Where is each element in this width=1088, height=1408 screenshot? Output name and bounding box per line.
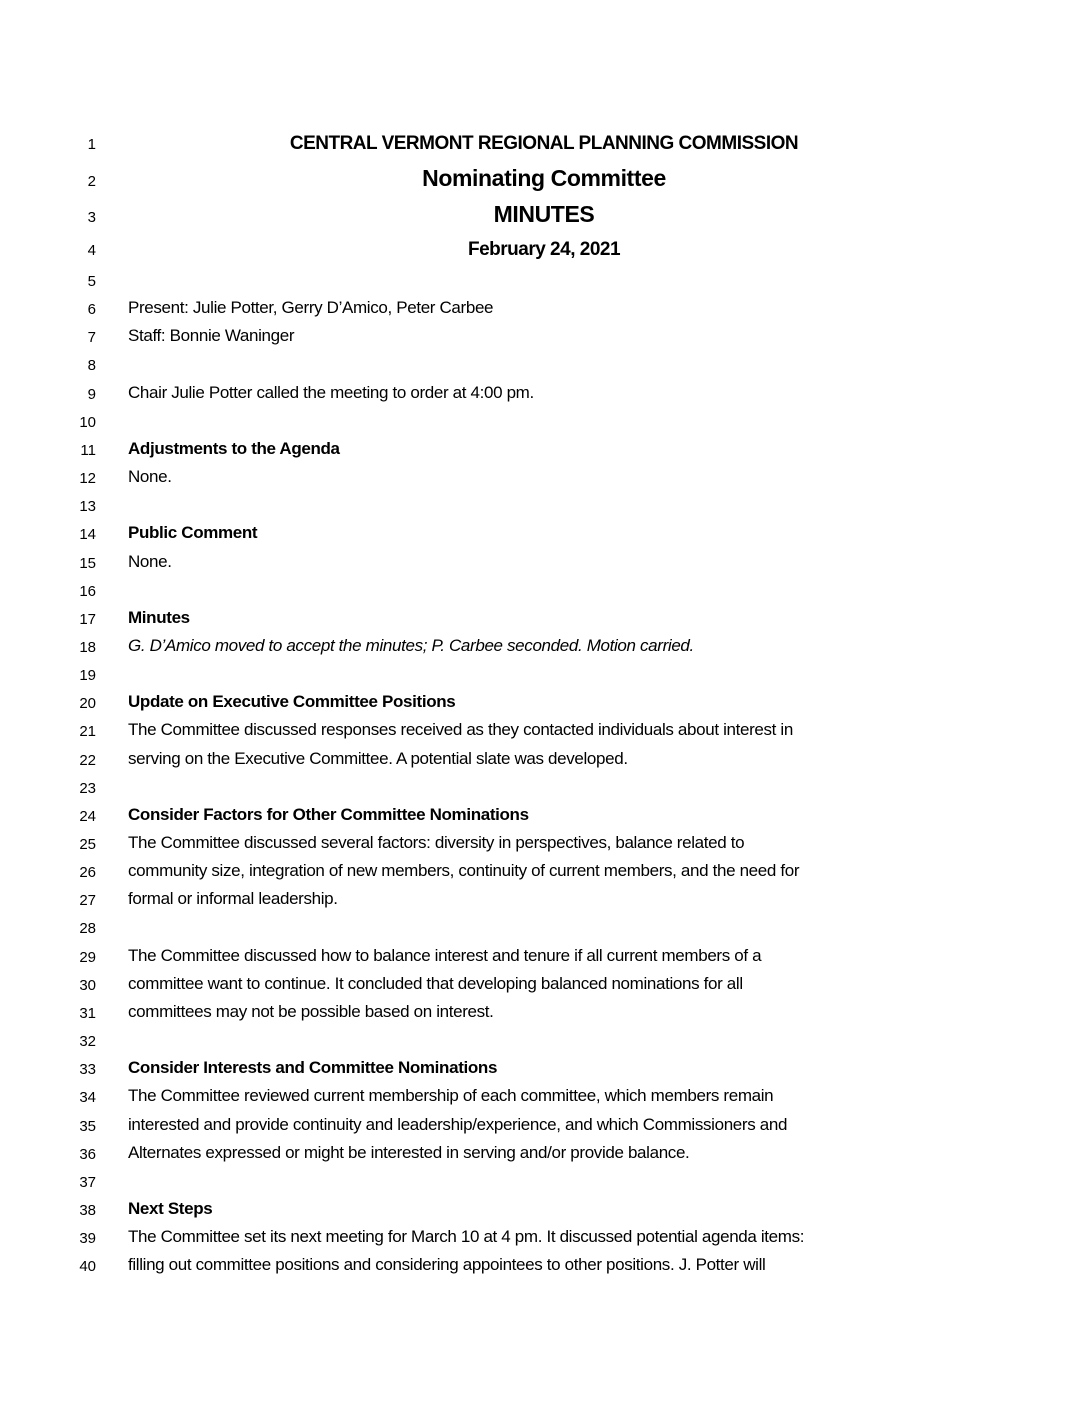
document-line — [0, 861, 1088, 889]
document-line — [0, 1143, 1088, 1171]
line-number: 24 — [79, 807, 96, 825]
line-number: 3 — [87, 209, 96, 226]
document-line — [0, 1115, 1088, 1143]
section-heading: Consider Interests and Committee Nominations — [128, 1058, 498, 1078]
document-line — [0, 664, 1088, 692]
document-line — [0, 383, 1088, 411]
document-line — [0, 1058, 1088, 1086]
line-number: 27 — [79, 892, 96, 910]
document-line — [0, 749, 1088, 777]
body-text: Present: Julie Potter, Gerry D’Amico, Peter Carbee — [128, 298, 494, 318]
body-text: filling out committee positions and considering appointees to other positions. J. Potter will — [128, 1255, 766, 1275]
document-line — [0, 636, 1088, 664]
body-text: The Committee set its next meeting for March 10 at 4 pm. It discussed potential agenda items: — [128, 1227, 805, 1247]
line-number: 22 — [79, 751, 96, 769]
line-number: 26 — [79, 864, 96, 882]
document-line — [0, 1002, 1088, 1030]
document-line — [0, 720, 1088, 748]
line-number: 17 — [79, 610, 96, 628]
document-line — [0, 298, 1088, 326]
document-line — [0, 167, 1088, 195]
document-line — [0, 270, 1088, 298]
line-number: 19 — [79, 667, 96, 685]
body-text: community size, integration of new members, continuity of current members, and the need for — [128, 861, 800, 881]
document-line — [0, 354, 1088, 382]
document-line — [0, 411, 1088, 439]
line-number: 10 — [79, 413, 96, 431]
document-line — [0, 1199, 1088, 1227]
document-line — [0, 326, 1088, 354]
line-number: 39 — [79, 1230, 96, 1248]
line-number: 6 — [87, 301, 96, 319]
document-line — [0, 1086, 1088, 1114]
line-number: 12 — [79, 470, 96, 488]
document-line — [0, 889, 1088, 917]
document-type-title: MINUTES — [493, 201, 595, 227]
committee-title: Nominating Committee — [422, 165, 666, 191]
body-text: interested and provide continuity and leadership/experience, and which Commissioners and — [128, 1114, 788, 1134]
line-number: 4 — [87, 242, 96, 259]
line-number: 25 — [79, 836, 96, 853]
line-number: 2 — [87, 173, 96, 190]
line-number: 21 — [79, 723, 96, 741]
line-number: 35 — [79, 1117, 96, 1135]
organization-title: CENTRAL VERMONT REGIONAL PLANNING COMMISSION — [289, 133, 799, 154]
line-number: 36 — [79, 1145, 96, 1163]
line-number: 38 — [79, 1201, 96, 1219]
document-line — [0, 133, 1088, 161]
document-line — [0, 974, 1088, 1002]
line-number: 29 — [79, 948, 96, 966]
document-line — [0, 203, 1088, 231]
document-line — [0, 1227, 1088, 1255]
line-number: 7 — [87, 329, 96, 347]
document-line — [0, 467, 1088, 495]
section-heading: Public Comment — [128, 523, 258, 543]
body-text: The Committee discussed responses received as they contacted individuals about interest in — [128, 720, 793, 740]
line-number: 18 — [79, 638, 96, 656]
line-number: 40 — [79, 1258, 96, 1276]
section-heading: Minutes — [128, 607, 190, 627]
line-number: 34 — [79, 1089, 96, 1107]
line-number: 28 — [79, 920, 96, 938]
document-line — [0, 552, 1088, 580]
document-line — [0, 833, 1088, 861]
body-text: committees may not be possible based on interest. — [128, 1001, 494, 1021]
line-number: 32 — [79, 1033, 96, 1051]
document-line — [0, 777, 1088, 805]
document-line — [0, 523, 1088, 551]
document-line — [0, 1030, 1088, 1058]
body-text: serving on the Executive Committee. A potential slate was developed. — [128, 748, 628, 768]
line-number: 8 — [87, 357, 96, 375]
section-heading: Update on Executive Committee Positions — [128, 692, 456, 712]
body-text: formal or informal leadership. — [128, 889, 338, 909]
line-number: 11 — [80, 441, 96, 459]
body-text: Staff: Bonnie Waninger — [128, 326, 295, 346]
document-line — [0, 692, 1088, 720]
document-line — [0, 946, 1088, 974]
document-line — [0, 580, 1088, 608]
body-text: The Committee reviewed current membership of each committee, which members remain — [128, 1086, 774, 1106]
document-line — [0, 439, 1088, 467]
line-number: 15 — [79, 554, 96, 572]
line-number: 13 — [79, 498, 96, 516]
body-text: Chair Julie Potter called the meeting to order at 4:00 pm. — [128, 382, 534, 402]
document-line — [0, 495, 1088, 523]
meeting-date: February 24, 2021 — [467, 239, 621, 260]
line-number: 37 — [79, 1173, 96, 1191]
document-line — [0, 1171, 1088, 1199]
document-line — [0, 805, 1088, 833]
body-text: committee want to continue. It concluded that developing balanced nominations for all — [128, 973, 743, 993]
line-number: 31 — [79, 1004, 96, 1022]
line-number: 33 — [79, 1061, 96, 1079]
section-heading: Next Steps — [128, 1198, 213, 1218]
line-number: 14 — [79, 526, 96, 544]
body-text: Alternates expressed or might be interested in serving and/or provide balance. — [128, 1142, 690, 1162]
body-text: None. — [128, 467, 172, 487]
line-number: 5 — [87, 273, 96, 290]
document-line — [0, 1255, 1088, 1283]
line-number: 16 — [79, 582, 96, 600]
document-line — [0, 239, 1088, 267]
section-heading: Adjustments to the Agenda — [128, 438, 340, 458]
body-text: None. — [128, 551, 172, 571]
section-heading: Consider Factors for Other Committee Nominations — [128, 804, 529, 824]
line-number: 23 — [79, 779, 96, 797]
body-text: The Committee discussed how to balance interest and tenure if all current members of a — [128, 945, 762, 965]
line-number: 30 — [79, 976, 96, 994]
line-number: 9 — [87, 385, 96, 403]
line-number: 1 — [87, 136, 96, 153]
motion-text: G. D’Amico moved to accept the minutes; P. Carbee seconded. Motion carried. — [128, 635, 694, 655]
document-line — [0, 608, 1088, 636]
line-number: 20 — [79, 695, 96, 713]
document-line — [0, 917, 1088, 945]
body-text: The Committee discussed several factors: diversity in perspectives, balance related to — [128, 833, 745, 852]
